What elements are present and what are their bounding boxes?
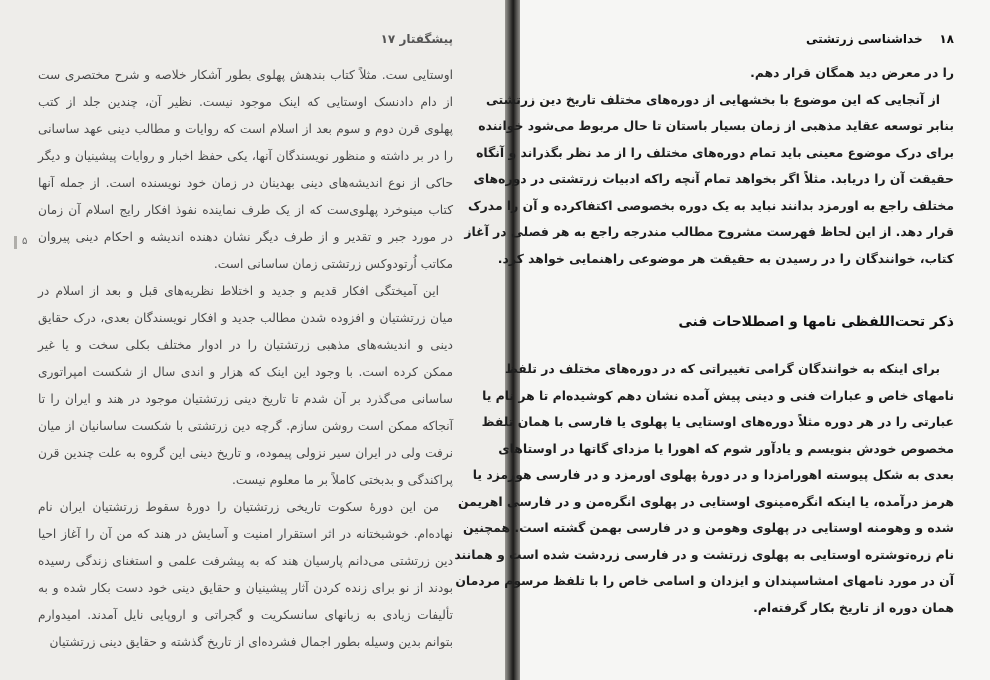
text-line: قرار دهد. از این لحاظ فهرست مشروح مطالب مندرجه راجع به هر فصلی در آغاز	[464, 224, 954, 239]
text-line: آن در مورد نامهای امشاسپندان و ایزدان و اسامی خاص را با تلفظ مرسوم مردمان	[455, 573, 954, 588]
text-line: نهاده‌ام. خوشبختانه در اثر استقرار امنیت و آسایش در هند که من آن را آغاز احیا	[38, 527, 453, 541]
text-line: بتوانم بدین وسیله بطور اجمال فشرده‌ای از تاریخ گذشته و حقایق دینی زرتشتیان	[49, 635, 453, 649]
text-line: در مورد جبر و تقدیر و از طرف دیگر نشان دهنده اندیشه و احکام دینی پیروان	[38, 230, 453, 244]
paragraph	[38, 494, 453, 656]
text-line: مختلف راجع به اورمزد بدانند نباید به یک دوره بخصوصی اکتفاکرده و آن را مدرک	[467, 197, 954, 213]
right-running-title: ۱۸ خداشناسی زرتشتی	[806, 32, 954, 46]
margin-bar	[14, 236, 17, 249]
margin-footnote-marker: ۵	[22, 236, 28, 247]
paragraph	[38, 278, 453, 494]
text-line: بعدی به شکل پیوسته اهورامزدا و در دورهٔ پهلوی اورمزد و در فارسی هورمزد یا	[472, 467, 954, 482]
text-line: این آمیختگی افکار قدیم و جدید و اختلاط نظریه‌های قبل و بعد از اسلام در	[38, 284, 439, 298]
text-line: اوستایی ست. مثلاً کتاب بندهش پهلوی بطور آشکار خلاصه و شرح مختصری ست	[38, 68, 453, 82]
text-line: حقیقت آن را دریابد. مثلاً اگر بخواهد تمام آنچه راکه ادبیات زرتشتی در دوره‌های	[473, 171, 954, 186]
left-page-header	[38, 32, 453, 46]
text-line: پهلوی قرن دوم و سوم بعد از اسلام است که روایات و مطالب دینی عهد ساسانی	[38, 122, 453, 136]
text-line: آنجاکه ممکن است روشن سازم. گرچه دین زرتشتی با شکست ساسانیان از میان	[38, 419, 453, 433]
right-page-body-intro	[464, 60, 954, 272]
text-line: کتاب مینوخرد پهلوی‌ست که از یک طرف نماینده نفوذ افکار رایج اسلام آن زمان	[38, 203, 453, 217]
text-line: بنابر توسعه عقاید مذهبی از زمان بسیار باستان تا حال مربوط می‌شود خواننده	[478, 118, 954, 133]
text-line: ممکن کرده است. با وجود این اینک که هزار و اندی سال از شکست امپراتوری	[38, 365, 453, 379]
text-line: را در بر داشته و منظور نویسندگان آنها، یکی حفظ اخبار و روایات پیشینیان و دیگر	[38, 149, 453, 163]
right-page-header	[554, 32, 954, 46]
text-line: پراکندگی و بدبختی کاملاً بر ما معلوم نیست.	[232, 473, 453, 487]
text-line: من این دورهٔ سکوت تاریخی زرتشتیان را دورهٔ سقوط زرتشتیان ایران نام	[38, 500, 439, 514]
text-line: مکاتب اُرتودوکس زرتشتی زمان ساسانی است.	[213, 257, 453, 271]
right-book-page	[454, 0, 990, 680]
text-line: را در معرض دید همگان قرار دهم.	[750, 65, 954, 80]
text-line: مخصوص خودش بنویسم و یادآور شوم که اهورا یا مزدای گاتها در اوستاهای	[498, 440, 954, 456]
text-line: حاکی از نوع اندیشه‌های دینی بهدینان در زمان خود نویسنده است. از جمله آنها	[38, 176, 453, 190]
text-line: همان دوره از تاریخ بکار گرفته‌ام.	[753, 599, 954, 615]
text-line: شده و وهومنه اوستایی در پهلوی وهومن و در فارسی بهمن گشته است. همچنین	[462, 520, 954, 535]
paragraph	[38, 62, 453, 278]
text-line: برای اینکه به خوانندگان گرامی تغییراتی که در دوره‌های مختلف در تلفظ	[505, 361, 940, 376]
text-line: برای درک موضوع معینی باید تمام دوره‌های مختلف را از مد نظر بگذراند و آنگاه	[476, 144, 954, 160]
text-line: ساسانی می‌گذرد بر آن شدم تا تاریخ دینی زرتشتیان موجود در هند و ایران را تا	[38, 392, 453, 406]
text-line: نام زره‌توشتره اوستایی به پهلوی زرتشت و در فارسی زردشت شده است و همانند	[454, 546, 954, 562]
text-line: نرفت ولی در ایران سیر نزولی پیموده، و تاریخ دینی این گروه به علت چندین قرن	[38, 446, 453, 460]
text-line: عبارتی را در هر دوره مثلاً دوره‌های اوستایی یا پهلوی یا فارسی با همان تلفظ	[481, 414, 954, 429]
text-line: دینی و اندیشه‌های مذهبی زرتشتیان را در ادوار مختلف بکلی سخت و یا غیر	[38, 338, 453, 352]
text-line: تألیفات زیادی به زبانهای سانسکریت و گجراتی و اروپایی نایل آمدند. امیدوارم	[38, 608, 453, 622]
section-heading: ذکر تحت‌اللفظی نامها و اصطلاحات فنی	[678, 314, 954, 330]
text-line: کتاب، خوانندگان را در رسیدن به حقیقت هر موضوعی راهنمایی خواهد کرد.	[497, 250, 954, 266]
left-running-title: پیشگفتار ۱۷	[380, 32, 453, 46]
paragraph	[554, 60, 954, 87]
text-line: از آنجایی که این موضوع با بخشهایی از دوره‌های مختلف تاریخ دین زرتشتی	[485, 91, 940, 107]
paragraph	[464, 87, 954, 273]
text-line: هرمز درآمده، یا اینکه انگره‌مینوی اوستایی در پهلوی انگره‌من و در فارسی اهریمن	[457, 493, 954, 509]
left-page-body	[38, 62, 453, 656]
text-line: بودند از نو برای زنده کردن آثار پیشینیان و حقایق دینی خود دست بکار شده و به	[38, 581, 453, 595]
text-line: میان زرتشتیان و افزوده شدن مطالب جدید و افکار نویسندگان بعدی، درک حقایق	[38, 311, 453, 325]
text-line: از دام دادنسک اوستایی که اینک موجود نیست. نظیر آن، چندین جلد از کتب	[38, 95, 453, 109]
right-page-body-section	[454, 356, 954, 621]
paragraph	[454, 356, 954, 621]
text-line: نامهای خاص و عبارات فنی و دینی پیش آمده نشان دهم کوشیده‌ام تا هر نام یا	[482, 387, 954, 403]
text-line: دین زرتشتی می‌دانم پارسیان هند که به پیشرفت علمی و استغنای زندگی رسیده	[38, 554, 453, 568]
